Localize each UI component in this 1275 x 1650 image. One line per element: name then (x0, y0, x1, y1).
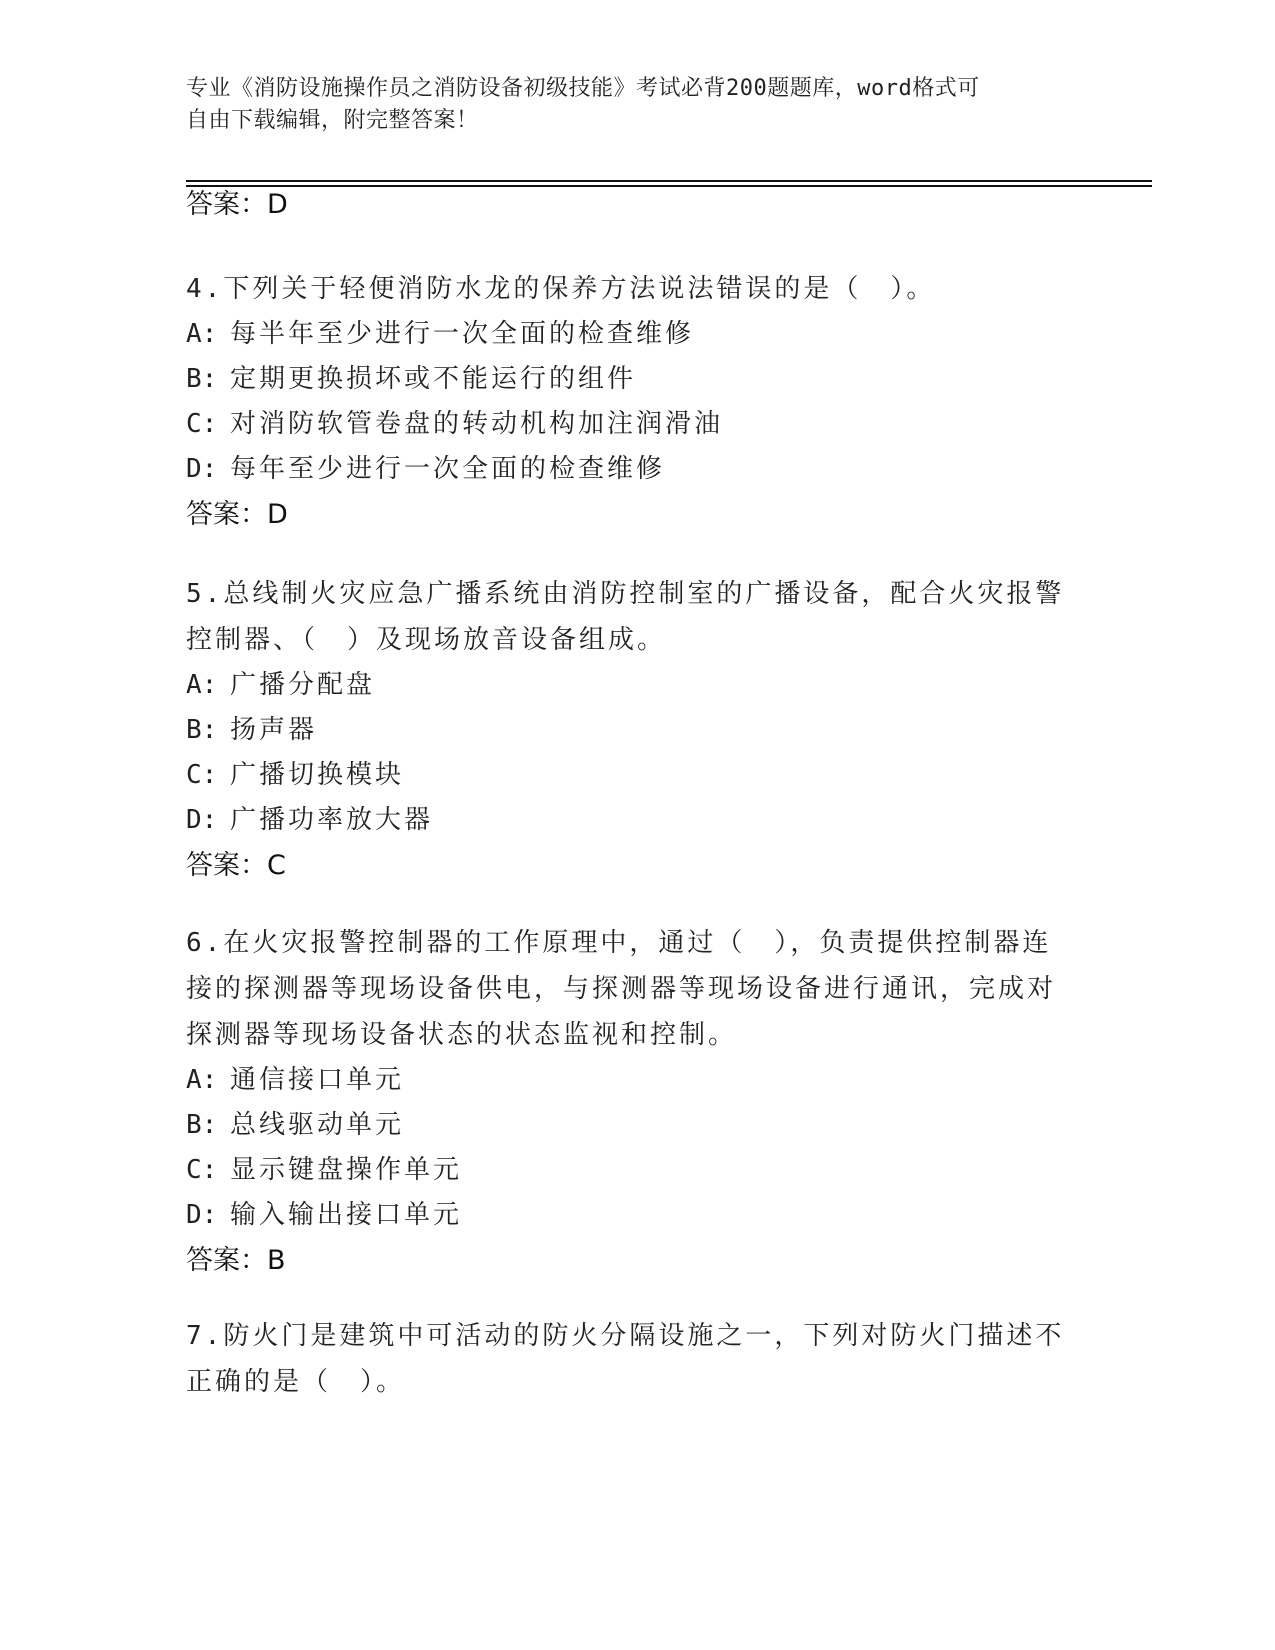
question-4 (186, 266, 1066, 537)
option-text: 广播分配盘 (230, 670, 376, 700)
question-7 (186, 1313, 1066, 1405)
option-text: 输入输出接口单元 (230, 1200, 463, 1230)
option-label: B: (186, 364, 218, 394)
question-text-line: 下列关于轻便消防水龙的保养方法说法错误的是（ ）。 (223, 274, 936, 304)
option-text: 定期更换损坏或不能运行的组件 (230, 364, 637, 394)
question-text (186, 571, 1066, 663)
question-text-line: 探测器等现场设备状态的状态监视和控制。 (186, 1020, 738, 1050)
header-line-1: 专业《消防设施操作员之消防设备初级技能》考试必背200题题库，word格式可 (186, 76, 980, 101)
option-label: D: (186, 805, 218, 835)
option-text: 每半年至少进行一次全面的检查维修 (230, 319, 695, 349)
document-header (186, 73, 1066, 137)
option-label: B: (186, 1110, 218, 1140)
option-label: A: (186, 670, 218, 700)
option-text: 广播功率放大器 (230, 805, 434, 835)
question-text-line: 防火门是建筑中可活动的防火分隔设施之一，下列对防火门描述不 (223, 1321, 1065, 1351)
question-text-line: 正确的是（ ）。 (186, 1367, 406, 1397)
option-b (186, 357, 1066, 402)
option-c (186, 753, 1066, 798)
option-d (186, 447, 1066, 492)
option-text: 通信接口单元 (230, 1065, 405, 1095)
option-b (186, 708, 1066, 753)
question-text-line: 总线制火灾应急广播系统由消防控制室的广播设备，配合火灾报警 (223, 579, 1065, 609)
option-label: C: (186, 409, 218, 439)
option-label: C: (186, 760, 218, 790)
question-text (186, 1313, 1066, 1405)
question-5 (186, 571, 1066, 888)
option-d (186, 798, 1066, 843)
question-text-line: 在火灾报警控制器的工作原理中，通过（ ），负责提供控制器连 (223, 928, 1052, 958)
previous-answer-block (186, 182, 1066, 227)
option-text: 广播切换模块 (230, 760, 405, 790)
option-label: A: (186, 1065, 218, 1095)
option-b (186, 1103, 1066, 1148)
option-text: 扬声器 (230, 715, 318, 745)
option-text: 总线驱动单元 (230, 1110, 405, 1140)
option-label: C: (186, 1155, 218, 1185)
option-text: 对消防软管卷盘的转动机构加注润滑油 (230, 409, 724, 439)
answer-line: 答案：B (186, 1245, 286, 1276)
option-a (186, 1058, 1066, 1103)
option-label: D: (186, 1200, 218, 1230)
option-text: 每年至少进行一次全面的检查维修 (230, 454, 666, 484)
option-label: D: (186, 454, 218, 484)
answer-line: 答案：C (186, 850, 286, 881)
question-6 (186, 920, 1066, 1283)
option-d (186, 1193, 1066, 1238)
question-number: 6. (186, 928, 224, 958)
question-text (186, 920, 1066, 1058)
question-text (186, 266, 1066, 312)
question-text-line: 控制器、（ ）及现场放音设备组成。 (186, 625, 667, 655)
answer-line: 答案：D (186, 499, 288, 530)
question-number: 4. (186, 274, 224, 304)
option-a (186, 312, 1066, 357)
header-line-2: 自由下载编辑，附完整答案！ (186, 108, 479, 133)
option-label: B: (186, 715, 218, 745)
option-a (186, 663, 1066, 708)
question-number: 5. (186, 579, 224, 609)
option-label: A: (186, 319, 218, 349)
option-c (186, 402, 1066, 447)
question-number: 7. (186, 1321, 224, 1351)
answer-line: 答案：D (186, 189, 288, 220)
option-text: 显示键盘操作单元 (230, 1155, 463, 1185)
question-text-line: 接的探测器等现场设备供电，与探测器等现场设备进行通讯，完成对 (186, 974, 1057, 1004)
option-c (186, 1148, 1066, 1193)
